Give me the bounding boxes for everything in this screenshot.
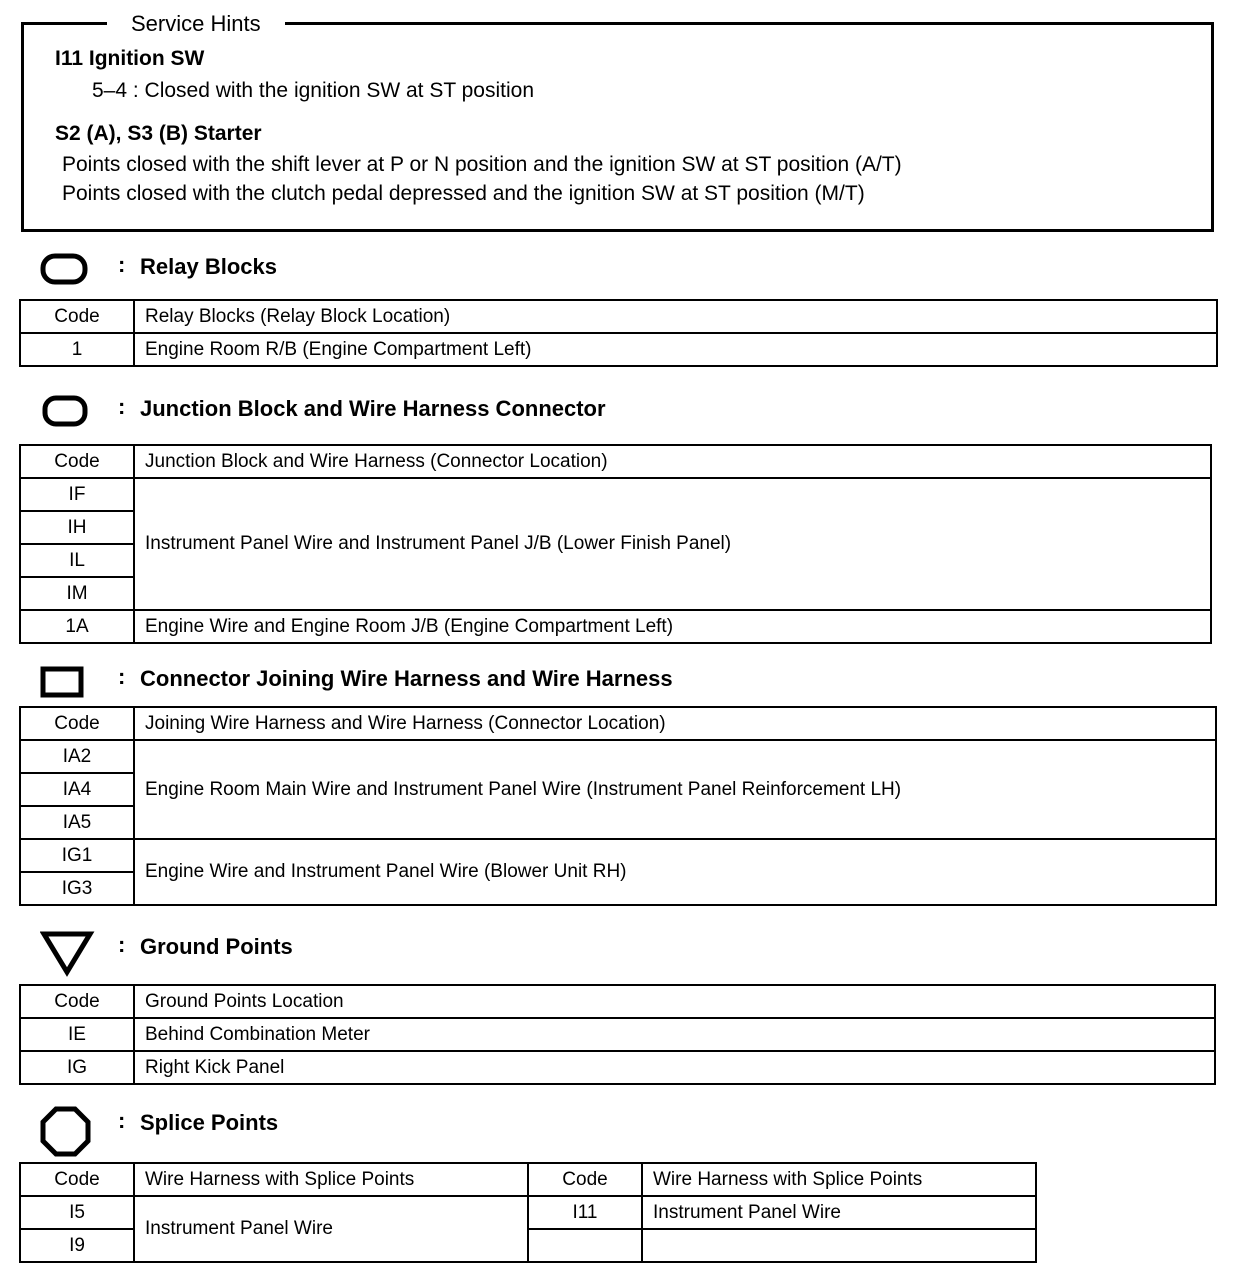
code-cell: IA4 xyxy=(20,773,134,806)
ignition-detail: 5–4 : Closed with the ignition SW at ST position xyxy=(92,79,535,102)
header-desc: Wire Harness with Splice Points xyxy=(134,1163,528,1196)
table-header-row xyxy=(20,300,1217,333)
colon: : xyxy=(118,394,126,419)
ground-point-symbol-icon xyxy=(40,930,96,978)
colon: : xyxy=(118,1108,126,1133)
code-cell: 1 xyxy=(20,333,134,366)
ignition-heading: I11 Ignition SW xyxy=(55,47,205,70)
junction-block-symbol-icon xyxy=(40,392,88,428)
header-desc: Relay Blocks (Relay Block Location) xyxy=(134,300,1217,333)
ground-table xyxy=(19,984,1216,1085)
header-code: Code xyxy=(20,707,134,740)
splice-title: Splice Points xyxy=(140,1110,279,1135)
code-cell: IG1 xyxy=(20,839,134,872)
table-row xyxy=(20,610,1211,643)
desc-cell: Instrument Panel Wire and Instrument Panel J/B (Lower Finish Panel) xyxy=(134,478,1211,610)
relay-blocks-table xyxy=(19,299,1218,367)
desc-cell: Engine Wire and Instrument Panel Wire (Blower Unit RH) xyxy=(134,839,1216,905)
table-header-row xyxy=(20,985,1215,1018)
code-cell: I5 xyxy=(20,1196,134,1229)
desc-cell: Engine Room Main Wire and Instrument Panel Wire (Instrument Panel Reinforcement LH) xyxy=(134,740,1216,839)
table-row xyxy=(20,1196,1036,1229)
splice-point-symbol-icon xyxy=(40,1106,96,1158)
table-row xyxy=(20,839,1216,872)
table-row xyxy=(20,333,1217,366)
table-header-row xyxy=(20,707,1216,740)
ground-title: Ground Points xyxy=(140,934,293,959)
service-hints-box xyxy=(21,11,1214,232)
table-header-row xyxy=(20,1163,1036,1196)
code-cell: I9 xyxy=(20,1229,134,1262)
colon: : xyxy=(118,252,126,277)
code-cell: IA5 xyxy=(20,806,134,839)
table-header-row xyxy=(20,445,1211,478)
code-cell: IG3 xyxy=(20,872,134,905)
code-cell: 1A xyxy=(20,610,134,643)
desc-cell: Right Kick Panel xyxy=(134,1051,1215,1084)
desc-cell: Engine Room R/B (Engine Compartment Left) xyxy=(134,333,1217,366)
joining-title: Connector Joining Wire Harness and Wire Harness xyxy=(140,666,673,691)
desc-cell: Engine Wire and Engine Room J/B (Engine Compartment Left) xyxy=(134,610,1211,643)
header-code: Code xyxy=(20,1163,134,1196)
table-row xyxy=(20,1018,1215,1051)
header-code: Code xyxy=(20,300,134,333)
code-cell: IF xyxy=(20,478,134,511)
connector-joining-symbol-icon xyxy=(40,662,88,698)
relay-block-symbol-icon xyxy=(40,250,88,286)
relay-blocks-title: Relay Blocks xyxy=(140,254,277,279)
desc-cell: Instrument Panel Wire xyxy=(134,1196,528,1262)
starter-heading: S2 (A), S3 (B) Starter xyxy=(55,122,262,145)
header-code: Code xyxy=(20,985,134,1018)
code-cell: IH xyxy=(20,511,134,544)
code-cell: IM xyxy=(20,577,134,610)
header-desc: Ground Points Location xyxy=(134,985,1215,1018)
joining-table xyxy=(19,706,1217,906)
starter-line-2: Points closed with the clutch pedal depressed and the ignition SW at ST position (M/T) xyxy=(62,182,865,205)
desc-cell-right: Instrument Panel Wire xyxy=(642,1196,1036,1229)
header-desc: Junction Block and Wire Harness (Connector Location) xyxy=(134,445,1211,478)
desc-cell: Behind Combination Meter xyxy=(134,1018,1215,1051)
header-code: Code xyxy=(20,445,134,478)
code-cell: IE xyxy=(20,1018,134,1051)
table-row xyxy=(20,478,1211,511)
header-code-right: Code xyxy=(528,1163,642,1196)
header-desc: Joining Wire Harness and Wire Harness (Connector Location) xyxy=(134,707,1216,740)
junction-table xyxy=(19,444,1212,644)
code-cell: IA2 xyxy=(20,740,134,773)
splice-table xyxy=(19,1162,1037,1263)
junction-title: Junction Block and Wire Harness Connector xyxy=(140,396,606,421)
empty-cell xyxy=(528,1229,642,1262)
code-cell: IG xyxy=(20,1051,134,1084)
table-row xyxy=(20,1051,1215,1084)
starter-line-1: Points closed with the shift lever at P or N position and the ignition SW at ST position (A/T) xyxy=(62,153,902,176)
code-cell-right: I11 xyxy=(528,1196,642,1229)
code-cell: IL xyxy=(20,544,134,577)
colon: : xyxy=(118,932,126,957)
colon: : xyxy=(118,664,126,689)
empty-cell xyxy=(642,1229,1036,1262)
table-row xyxy=(20,740,1216,773)
service-hints-title: Service Hints xyxy=(107,12,285,36)
header-desc-right: Wire Harness with Splice Points xyxy=(642,1163,1036,1196)
